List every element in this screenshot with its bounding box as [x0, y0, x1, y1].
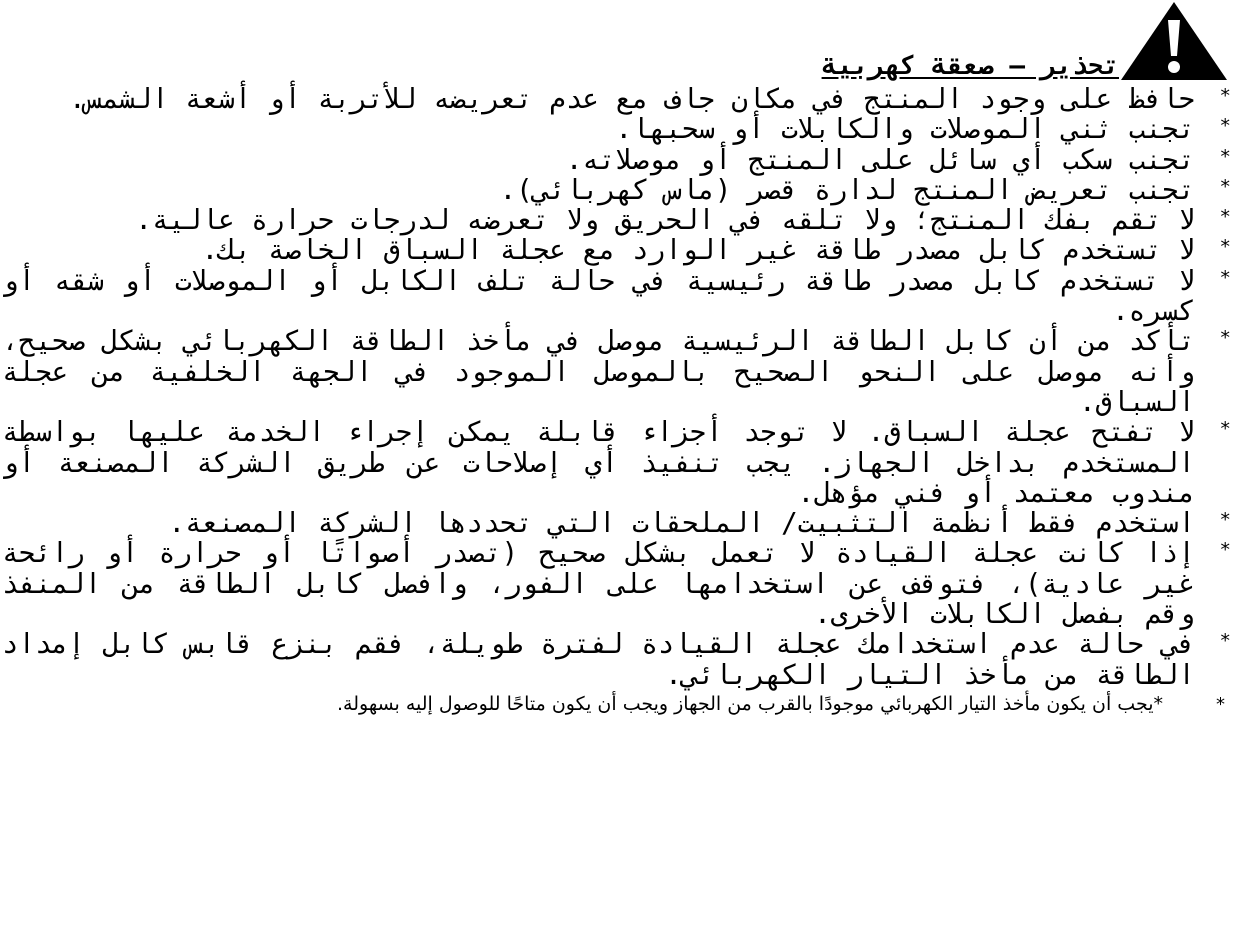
list-item	[2, 84, 1233, 114]
bullet-marker: *	[1219, 509, 1231, 532]
item-text: تجنب ثني الموصلات والكابلات أو سحبها.	[615, 113, 1195, 146]
item-text: لا تفتح عجلة السباق. لا توجد أجزاء قابلة يمكن إجراء الخدمة عليها بواسطة المستخدم بداخل الجهاز. يجب تنفيذ أي إصلاحات عن طريق الشركة المصنعة أو مندوب معتمد أو فني مؤهل.	[2, 416, 1195, 509]
bullet-marker: *	[1219, 85, 1231, 107]
item-text: لا تستخدم كابل مصدر طاقة رئيسية في حالة تلف الكابل أو الموصلات أو شقه أو كسره.	[2, 264, 1195, 328]
bullet-marker: *	[1219, 175, 1231, 198]
warning-triangle-icon	[1119, 0, 1229, 82]
safety-list	[2, 84, 1233, 717]
warning-header	[729, 0, 1229, 84]
bullet-marker: *	[1219, 539, 1231, 562]
list-item	[2, 266, 1233, 327]
bullet-marker: *	[1219, 206, 1231, 229]
footnote-text: *يجب أن يكون مأخذ التيار الكهربائي موجودًا بالقرب من الجهاز ويجب أن يكون متاحًا للوصول إليه بسهولة.	[336, 692, 1163, 715]
list-item	[2, 145, 1233, 175]
item-text: تجنب تعريض المنتج لدارة قصر (ماس كهربائي).	[499, 173, 1195, 206]
item-text: لا تستخدم كابل مصدر طاقة غير الوارد مع عجلة السباق الخاصة بك.	[201, 234, 1195, 267]
item-text: تأكد من أن كابل الطاقة الرئيسية موصل في مأخذ الطاقة الكهربائي بشكل صحيح، وأنه موصل على النحو الصحيح بالموصل الموجود في الجهة الخلفية من عجلة السباق.	[2, 325, 1195, 418]
bullet-marker: *	[1219, 327, 1231, 350]
bullet-marker: *	[1219, 236, 1231, 259]
bullet-marker: *	[1216, 693, 1225, 715]
list-item	[2, 538, 1233, 629]
list-item	[2, 175, 1233, 205]
bullet-marker: *	[1219, 418, 1231, 441]
list-item	[2, 326, 1233, 417]
bullet-marker: *	[1219, 115, 1231, 138]
bullet-marker: *	[1219, 266, 1231, 289]
list-item	[2, 114, 1233, 144]
list-item	[2, 508, 1233, 538]
bullet-marker: *	[1219, 145, 1231, 168]
warning-title: تحذير – صعقة كهربية	[821, 51, 1119, 81]
list-item	[2, 417, 1233, 508]
item-text: لا تقم بفك المنتج؛ ولا تلقه في الحريق ولا تعرضه لدرجات حرارة عالية.	[135, 204, 1195, 237]
list-item	[2, 629, 1233, 690]
item-text: في حالة عدم استخدامك عجلة القيادة لفترة طويلة، فقم بنزع قابس كابل إمداد الطاقة من مأخذ التيار الكهربائي.	[2, 628, 1195, 691]
item-text: إذا كانت عجلة القيادة لا تعمل بشكل صحيح (تصدر أصواتًا أو حرارة أو رائحة غير عادية)، فتوقف عن استخدامها على الفور، وافصل كابل الطاقة من المنفذ وقم بفصل الكابلات الأخرى.	[2, 537, 1195, 631]
item-text: تجنب سكب أي سائل على المنتج أو موصلاته.	[565, 143, 1195, 176]
list-item	[2, 235, 1233, 265]
list-item	[2, 205, 1233, 235]
footnote-item	[2, 691, 1233, 717]
item-text: استخدم فقط أنظمة التثبيت/ الملحقات التي تحددها الشركة المصنعة.	[168, 507, 1195, 540]
bullet-marker: *	[1219, 630, 1231, 653]
item-text: حافظ على وجود المنتج في مكان جاف مع عدم تعريضه للأتربة أو أشعة الشمس.	[69, 83, 1195, 115]
